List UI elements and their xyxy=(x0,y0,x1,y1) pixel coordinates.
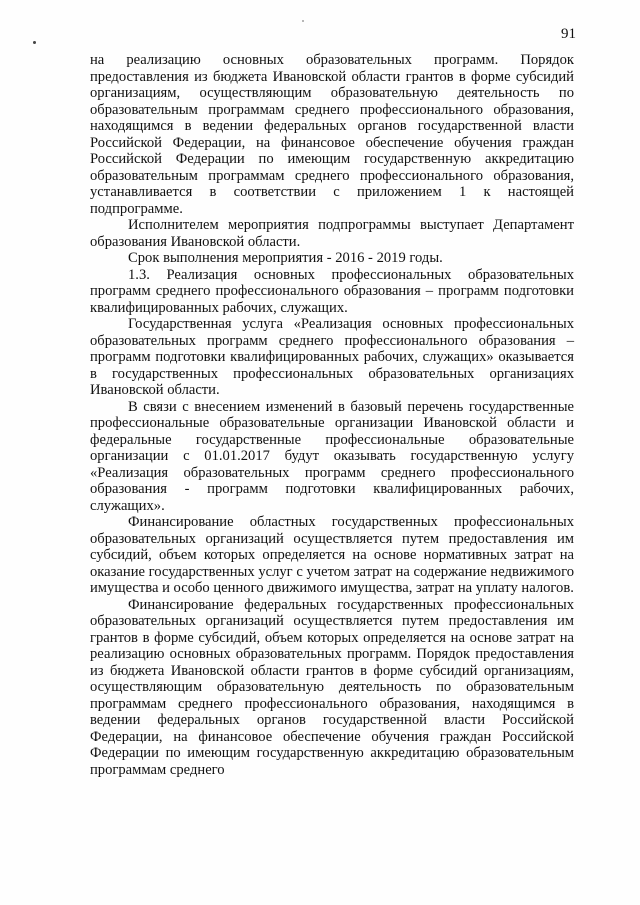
scan-speck xyxy=(33,41,36,44)
paragraph-6: В связи с внесением изменений в базовый перечень государственные профессиональные образовательные организации Ивановской области и федеральные государственные профессиональные образовательные организации с 01.01.2017 будут оказывать государственную услугу «Реализация образовательных программ среднего профессионального образования - программ подготовки квалифицированных рабочих, служащих». xyxy=(90,398,574,514)
page-number: 91 xyxy=(561,26,576,42)
paragraph-5: Государственная услуга «Реализация основных профессиональных образовательных программ среднего профессионального образования – программ подготовки квалифицированных рабочих, служащих» оказывается в государственных профессиональных образовательных организациях Ивановской области. xyxy=(90,316,574,398)
paragraph-3: Срок выполнения мероприятия - 2016 - 2019 годы. xyxy=(128,250,443,266)
scan-speck xyxy=(302,20,304,22)
body-text xyxy=(90,52,574,778)
paragraph-7: Финансирование областных государственных профессиональных образовательных организаций осуществляется путем предоставления им субсидий, объем которых определяется на основе нормативных затрат на оказание государственных услуг с учетом затрат на содержание недвижимого имущества и особо ценного движимого имущества, затрат на уплату налогов. xyxy=(90,514,574,596)
paragraph-2: Исполнителем мероприятия подпрограммы выступает Департамент образования Ивановской области. xyxy=(90,217,574,250)
paragraph-4: 1.3. Реализация основных профессиональных образовательных программ среднего профессионального образования – программ подготовки квалифицированных рабочих, служащих. xyxy=(90,266,574,316)
paragraph-1: на реализацию основных образовательных программ. Порядок предоставления из бюджета Ивановской области грантов в форме субсидий организациям, осуществляющим образовательную деятельность по образовательным программам среднего профессионального образования, находящимся в ведении федеральных органов государственной власти Российской Федерации, на финансовое обеспечение обучения граждан Российской Федерации по имеющим государственную аккредитацию образовательным программам среднего профессионального образования, устанавливается в соответствии с приложением 1 к настоящей подпрограмме. xyxy=(90,52,574,217)
paragraph-8: Финансирование федеральных государственных профессиональных образовательных организаций осуществляется путем предоставления им грантов в форме субсидий, объем которых определяется на основе затрат на реализацию основных образовательных программ. Порядок предоставления из бюджета Ивановской области грантов в форме субсидий организациям, осуществляющим образовательную деятельность по образовательным программам среднего профессионального образования, находящимся в ведении федеральных органов государственной власти Российской Федерации, на финансовое обеспечение обучения граждан Российской Федерации по имеющим государственную аккредитацию образовательным программам среднего xyxy=(90,596,574,778)
